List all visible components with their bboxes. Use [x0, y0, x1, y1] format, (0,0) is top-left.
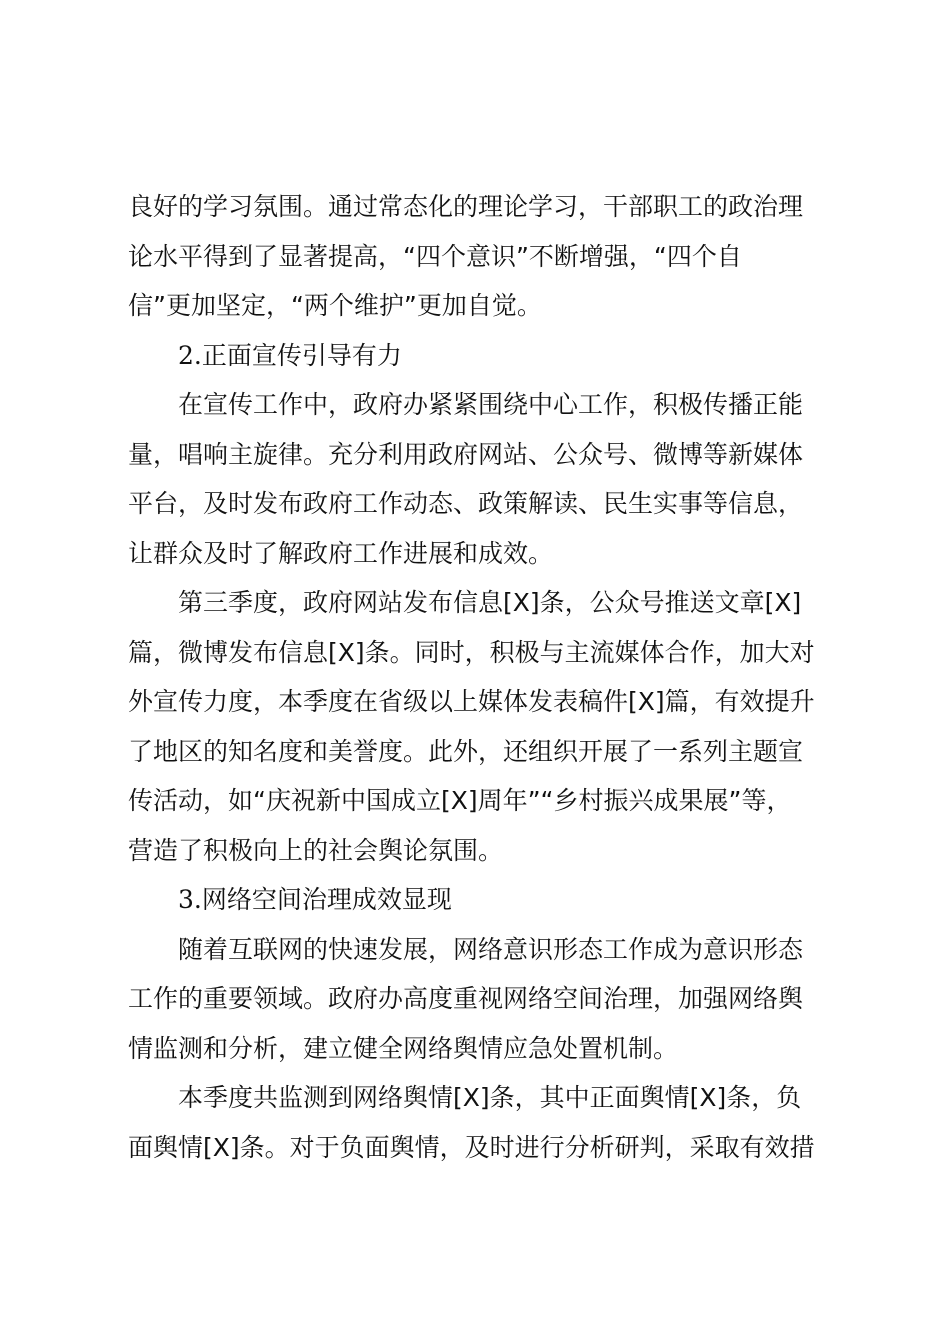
paragraph-line: 面舆情[X]条。对于负面舆情，及时进行分析研判，采取有效措: [128, 1132, 815, 1162]
paragraph-line: 平台，及时发布政府工作动态、政策解读、民生实事等信息，: [128, 489, 804, 518]
paragraph-line: 第三季度，政府网站发布信息[X]条，公众号推送文章[X]: [178, 588, 802, 617]
paragraph-line: 信”更加坚定，“两个维护”更加自觉。: [128, 291, 542, 320]
paragraph-line: 良好的学习氛围。通过常态化的理论学习，干部职工的政治理: [128, 192, 804, 221]
paragraph-line: 论水平得到了显著提高，“四个意识”不断增强，“四个自: [128, 241, 742, 271]
paragraph-line: 工作的重要领域。政府办高度重视网络空间治理，加强网络舆: [128, 984, 804, 1013]
paragraph-line: 在宣传工作中，政府办紧紧围绕中心工作，积极传播正能: [178, 390, 804, 419]
paragraph-line: 情监测和分析，建立健全网络舆情应急处置机制。: [128, 1033, 679, 1063]
section-heading: 2.正面宣传引导有力: [178, 340, 402, 370]
paragraph-line: 让群众及时了解政府工作进展和成效。: [128, 538, 554, 568]
paragraph-line: 了地区的知名度和美誉度。此外，还组织开展了一系列主题宣: [128, 736, 804, 766]
paragraph-line: 篇，微博发布信息[X]条。同时，积极与主流媒体合作，加大对: [128, 637, 815, 667]
document-body: [128, 182, 838, 1172]
section-heading: 3.网络空间治理成效显现: [178, 885, 452, 914]
paragraph-line: 量，唱响主旋律。充分利用政府网站、公众号、微博等新媒体: [128, 439, 804, 469]
paragraph-line: 随着互联网的快速发展，网络意识形态工作成为意识形态: [178, 934, 804, 964]
paragraph-line: 传活动，如“庆祝新中国成立[X]周年”“乡村振兴成果展”等，: [128, 786, 792, 815]
paragraph-line: 外宣传力度，本季度在省级以上媒体发表稿件[X]篇，有效提升: [128, 687, 815, 716]
paragraph-line: 本季度共监测到网络舆情[X]条，其中正面舆情[X]条，负: [178, 1083, 802, 1112]
paragraph-line: 营造了积极向上的社会舆论氛围。: [128, 835, 504, 865]
